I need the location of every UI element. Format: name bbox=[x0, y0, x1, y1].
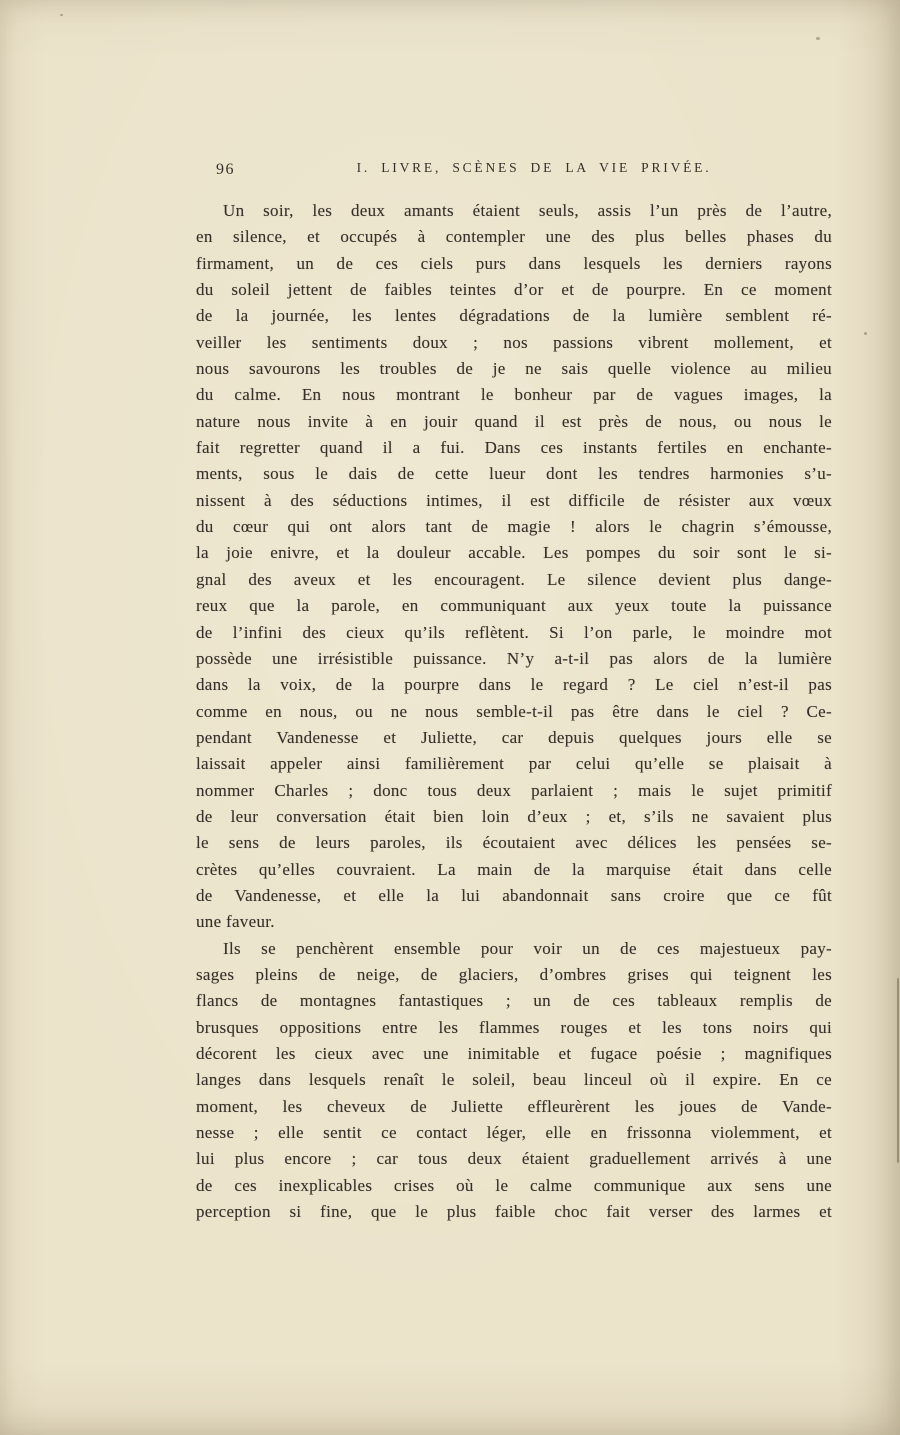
page-number: 96 bbox=[216, 161, 235, 178]
text-block bbox=[196, 160, 832, 1225]
text-line: nature nous invite à en jouir quand il est près de nous, ou nous le bbox=[196, 411, 832, 431]
text-line: Un soir, les deux amants étaient seuls, assis l’un près de l’autre, bbox=[223, 201, 832, 220]
text-line: perception si fine, que le plus faible choc fait verser des larmes et bbox=[196, 1202, 832, 1222]
text-line: Ils se penchèrent ensemble pour voir un de ces majestueux pay- bbox=[223, 938, 832, 958]
text-line: veiller les sentiments doux ; nos passions vibrent mollement, et bbox=[196, 332, 832, 352]
scan-speck bbox=[690, 1209, 693, 1211]
page-header bbox=[196, 160, 832, 182]
text-line: gnal des aveux et les encouragent. Le silence devient plus dange- bbox=[196, 569, 832, 589]
text-line: reux que la parole, en communiquant aux yeux toute la puissance bbox=[196, 596, 832, 616]
running-title: I. LIVRE, SCÈNES DE LA VIE PRIVÉE. bbox=[356, 160, 712, 175]
paragraph bbox=[196, 936, 832, 1226]
text-line: nous savourons les troubles de je ne sais quelle violence au milieu bbox=[196, 359, 832, 379]
text-line: du cœur qui ont alors tant de magie ! alors le chagrin s’émousse, bbox=[196, 517, 832, 537]
text-line: langes dans lesquels renaît le soleil, beau linceul où il expire. En ce bbox=[196, 1070, 832, 1090]
scan-edge-line bbox=[897, 978, 899, 1163]
text-line: de la journée, les lentes dégradations de la lumière semblent ré- bbox=[196, 306, 832, 326]
text-line: fait regretter quand il a fui. Dans ces instants fertiles en enchante- bbox=[196, 438, 832, 458]
text-line: lui plus encore ; car tous deux étaient graduellement arrivés à une bbox=[196, 1149, 832, 1169]
text-line: sages pleins de neige, de glaciers, d’ombres grises qui teignent les bbox=[196, 964, 832, 984]
text-line: le sens de leurs paroles, ils écoutaient avec délices les pensées se- bbox=[196, 833, 832, 853]
text-line: du soleil jettent de faibles teintes d’or et de pourpre. En ce moment bbox=[196, 280, 832, 300]
text-line: crètes qu’elles couvraient. La main de la marquise était dans celle bbox=[196, 859, 832, 879]
text-line: ments, sous le dais de cette lueur dont les tendres harmonies s’u- bbox=[196, 464, 832, 484]
scan-speck bbox=[864, 332, 867, 335]
text-line: du calme. En nous montrant le bonheur par de vagues images, la bbox=[196, 385, 832, 405]
text-line: laissait appeler ainsi familièrement par celui qu’elle se plaisait à bbox=[196, 754, 832, 774]
text-line: de l’infini des cieux qu’ils reflètent. Si l’on parle, le moindre mot bbox=[196, 622, 832, 642]
text-line: possède une irrésistible puissance. N’y a-t-il pas alors de la lumière bbox=[196, 648, 832, 668]
text-line: la joie enivre, et la douleur accable. Les pompes du soir sont le si- bbox=[196, 543, 832, 563]
text-line: de leur conversation était bien loin d’eux ; et, s’ils ne savaient plus bbox=[196, 806, 832, 826]
text-line: pendant Vandenesse et Juliette, car depuis quelques jours elle se bbox=[196, 727, 832, 747]
text-line: moment, les cheveux de Juliette effleurèrent les joues de Vande- bbox=[196, 1096, 832, 1116]
text-line: brusques oppositions entre les flammes rouges et les tons noirs qui bbox=[196, 1017, 832, 1037]
text-line: firmament, un de ces ciels purs dans lesquels les derniers rayons bbox=[196, 253, 832, 273]
scan-speck bbox=[60, 14, 63, 16]
text-line: nesse ; elle sentit ce contact léger, elle en frissonna violemment, et bbox=[196, 1123, 832, 1143]
text-line: de ces inexplicables crises où le calme communique aux sens une bbox=[196, 1175, 832, 1195]
text-line: nissent à des séductions intimes, il est difficile de résister aux vœux bbox=[196, 490, 832, 510]
scan-speck bbox=[816, 37, 820, 40]
text-line: en silence, et occupés à contempler une des plus belles phases du bbox=[196, 227, 832, 247]
text-line: décorent les cieux avec une inimitable et fugace poésie ; magnifiques bbox=[196, 1044, 832, 1063]
text-line: une faveur. bbox=[196, 912, 275, 932]
text-line: dans la voix, de la pourpre dans le regard ? Le ciel n’est-il pas bbox=[196, 675, 832, 695]
text-line: flancs de montagnes fantastiques ; un de ces tableaux remplis de bbox=[196, 991, 832, 1011]
text-line: comme en nous, ou ne nous semble-t-il pas être dans le ciel ? Ce- bbox=[196, 701, 832, 721]
text-line: nommer Charles ; donc tous deux parlaient ; mais le sujet primitif bbox=[196, 780, 832, 800]
paragraph bbox=[196, 198, 832, 936]
text-line: de Vandenesse, et elle la lui abandonnait sans croire que ce fût bbox=[196, 885, 832, 905]
